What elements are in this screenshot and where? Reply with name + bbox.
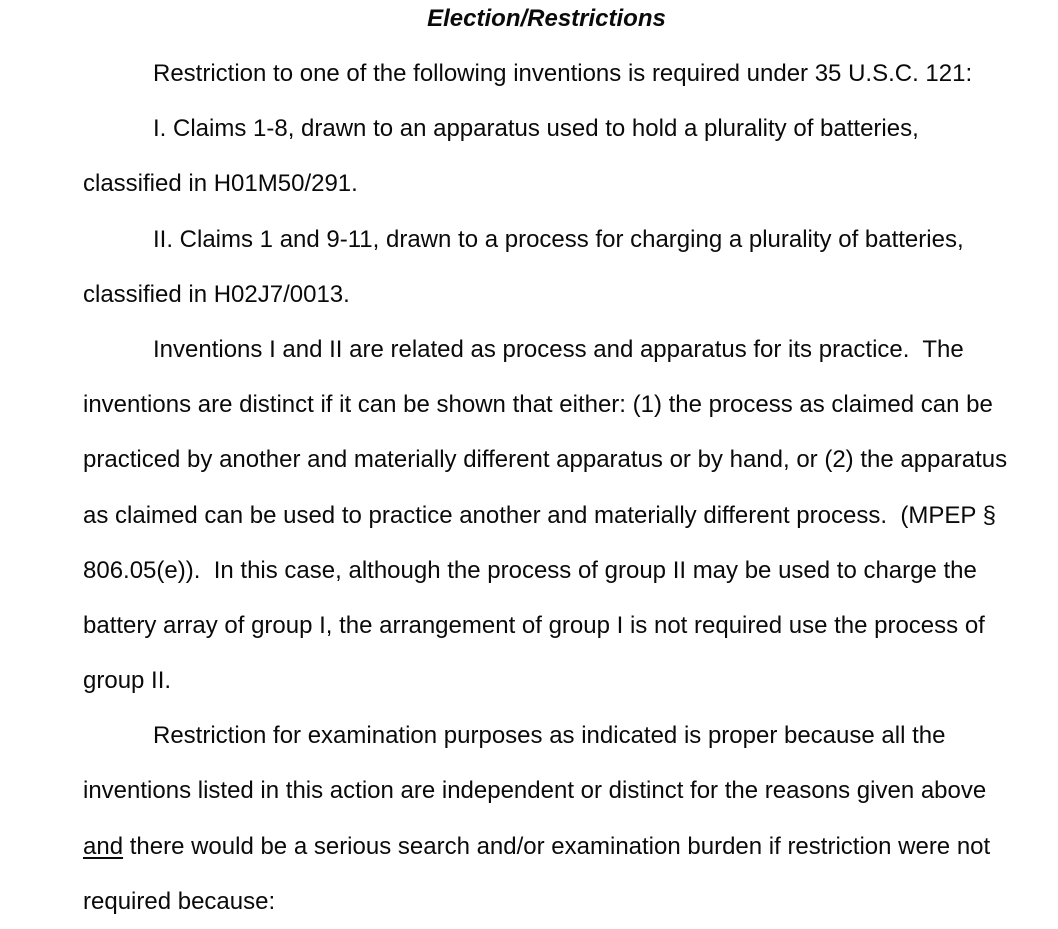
text-segment: Inventions I and II are related as process and apparatus for its practice. The: [153, 335, 964, 363]
text-segment: there would be a serious search and/or examination burden if restriction were not: [123, 832, 991, 860]
text-segment: group II.: [83, 667, 172, 695]
text-segment: inventions are distinct if it can be shown that either: (1) the process as claimed can be: [83, 391, 993, 419]
document-line: [83, 46, 1058, 101]
text-segment: 806.05(e)). In this case, although the process of group II may be used to charge the: [83, 556, 977, 584]
document-line: [83, 543, 1058, 598]
document-line: [83, 763, 1058, 818]
text-segment: Restriction for examination purposes as indicated is proper because all the: [153, 722, 946, 750]
document-line: [83, 653, 1058, 708]
text-segment: I. Claims 1-8, drawn to an apparatus used to hold a plurality of batteries,: [153, 115, 919, 143]
document-line: [83, 212, 1058, 267]
document-body: [83, 46, 1058, 929]
document-line: [83, 708, 1058, 763]
text-segment: classified in H01M50/291.: [83, 170, 358, 198]
document-line: [83, 874, 1058, 929]
document-line: [83, 819, 1058, 874]
text-segment: battery array of group I, the arrangement of group I is not required use the process of: [83, 611, 985, 639]
underlined-text-segment: and: [83, 832, 124, 860]
document-line: [83, 322, 1058, 377]
document-line: [83, 432, 1058, 487]
text-segment: as claimed can be used to practice another and materially different process. (MPEP §: [83, 501, 996, 529]
document-line: [83, 156, 1058, 211]
text-segment: required because:: [83, 887, 276, 915]
document-title: Election/Restrictions: [427, 5, 666, 32]
document-line: [83, 377, 1058, 432]
text-segment: practiced by another and materially different apparatus or by hand, or (2) the apparatus: [83, 446, 1008, 474]
text-segment: Restriction to one of the following inventions is required under 35 U.S.C. 121:: [153, 60, 973, 87]
text-segment: classified in H02J7/0013.: [83, 280, 350, 308]
document-line: [83, 598, 1058, 653]
text-segment: inventions listed in this action are independent or distinct for the reasons given above: [83, 777, 987, 805]
document-line: [83, 267, 1058, 322]
document-line: [83, 488, 1058, 543]
text-segment: II. Claims 1 and 9-11, drawn to a process for charging a plurality of batteries,: [153, 225, 964, 253]
document-line: [83, 101, 1058, 156]
